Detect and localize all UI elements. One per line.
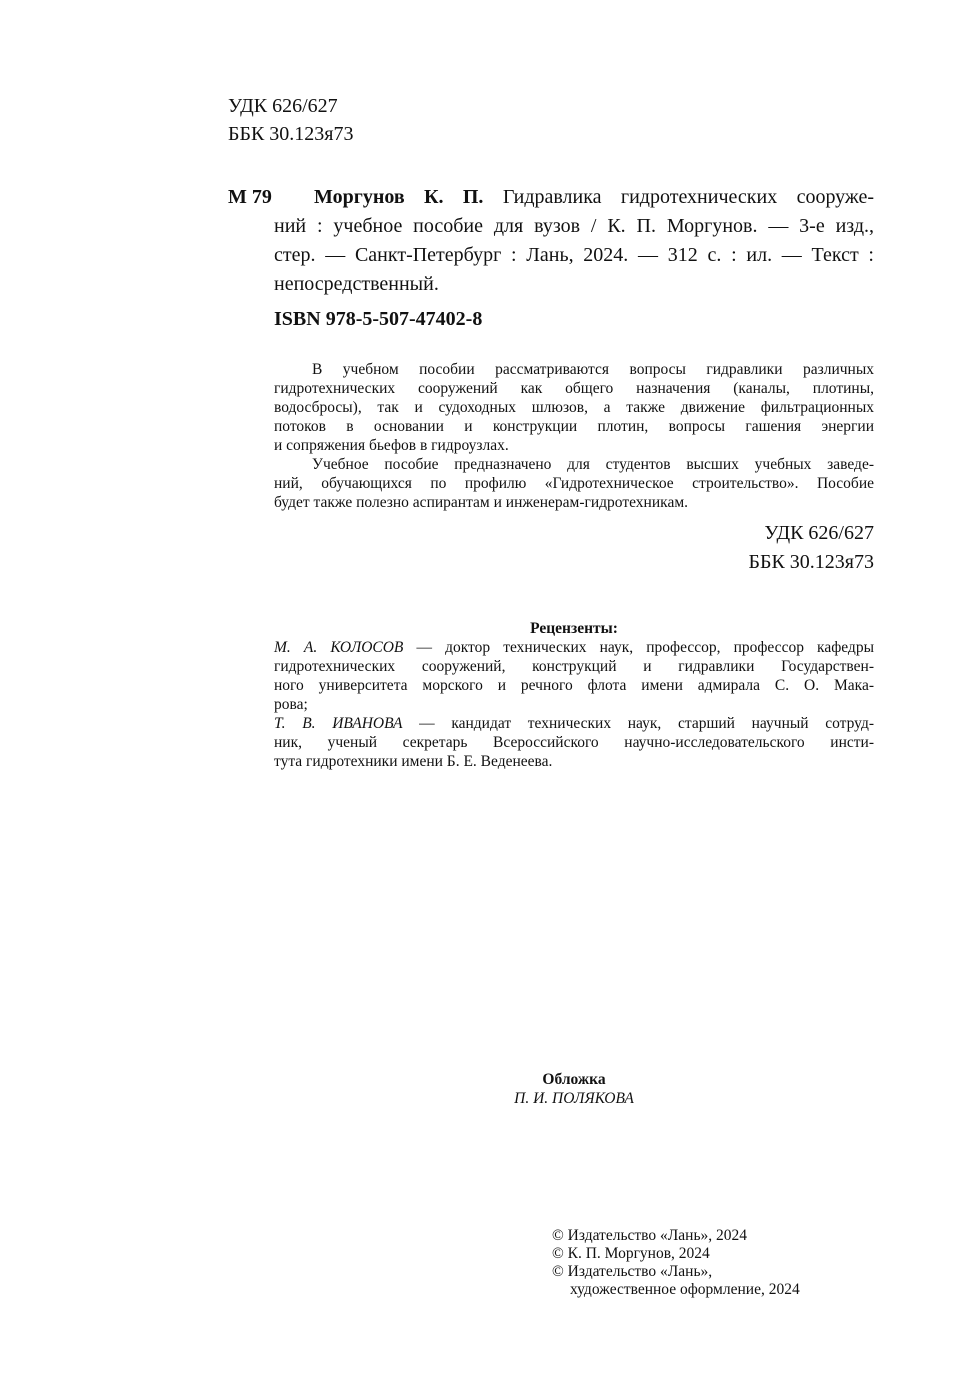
biblio-line-2: ний : учебное пособие для вузов / К. П. Моргунов. — 3-е изд.,	[274, 215, 874, 237]
biblio-line-1	[274, 183, 874, 212]
abstract-line: ний, обучающихся по профилю «Гидротехническое строительство». Пособие	[274, 475, 874, 492]
bibliographic-description	[274, 183, 874, 299]
reviewer-2-line-2: ник, ученый секретарь Всероссийского научно-исследовательского инсти-	[274, 734, 874, 751]
classification-codes-top	[228, 92, 354, 148]
biblio-line-4: непосредственный.	[274, 273, 439, 295]
abstract	[274, 360, 874, 512]
classification-codes-bottom	[748, 519, 874, 577]
reviewer-1-line-1	[274, 638, 874, 657]
cover-designer-name: П. И. ПОЛЯКОВА	[514, 1090, 634, 1107]
cover-credit-title: Обложка	[542, 1071, 606, 1088]
copyright-line: © Издательство «Лань»,	[552, 1263, 713, 1280]
udk-code: УДК 626/627	[228, 95, 338, 117]
title-start: Гидравлика гидротехнических сооруже-	[502, 186, 875, 208]
bbk-code: ББК 30.123я73	[748, 551, 874, 573]
reviewer-1-name: М. А. КОЛОСОВ	[274, 639, 404, 656]
reviewer-2-title: — кандидат технических наук, старший научный сотруд-	[402, 715, 875, 732]
reviewer-1-line-4: рова;	[274, 696, 308, 713]
abstract-line: Учебное пособие предназначено для студентов высших учебных заведе-	[312, 456, 874, 473]
abstract-line: гидротехнических сооружений как общего назначения (каналы, плотины,	[274, 380, 874, 397]
reviewer-1-line-3: ного университета морского и речного флота имени адмирала С. О. Мака-	[274, 677, 874, 694]
copyright-line: © К. П. Моргунов, 2024	[552, 1245, 710, 1262]
copyright-line: художественное оформление, 2024	[570, 1281, 800, 1298]
author-mark: М 79	[228, 186, 272, 208]
abstract-line: водосбросы), так и судоходных шлюзов, а также движение фильтрационных	[274, 399, 874, 416]
abstract-line: будет также полезно аспирантам и инженерам-гидротехникам.	[274, 494, 689, 511]
reviewers-section	[274, 619, 874, 771]
cover-credit	[474, 1070, 674, 1108]
reviewer-2-line-3: тута гидротехники имени Б. Е. Веденеева.	[274, 753, 553, 770]
abstract-line: и сопряжения бьефов в гидроузлах.	[274, 437, 509, 454]
reviewer-2-name: Т. В. ИВАНОВА	[274, 715, 403, 732]
bbk-code: ББК 30.123я73	[228, 123, 354, 145]
copyright-line: © Издательство «Лань», 2024	[552, 1227, 748, 1244]
biblio-line-3: стер. — Санкт-Петербург : Лань, 2024. — 312 с. : ил. — Текст :	[274, 244, 874, 266]
abstract-line: В учебном пособии рассматриваются вопросы гидравлики различных	[312, 361, 874, 378]
author-name: Моргунов К. П.	[314, 186, 484, 208]
reviewer-1-line-2: гидротехнических сооружений, конструкций и гидравлики Государствен-	[274, 658, 874, 675]
bibliographic-record	[228, 183, 874, 299]
copyright-notices	[552, 1227, 800, 1299]
reviewers-heading: Рецензенты:	[530, 620, 618, 637]
reviewer-2-line-1	[274, 714, 874, 733]
isbn-number: ISBN 978-5-507-47402-8	[274, 308, 483, 330]
udk-code: УДК 626/627	[764, 522, 874, 544]
reviewer-1-title: — доктор технических наук, профессор, профессор кафедры	[403, 639, 874, 656]
abstract-line: потоков в основании и конструкции плотин, вопросы гашения энергии	[274, 418, 874, 435]
